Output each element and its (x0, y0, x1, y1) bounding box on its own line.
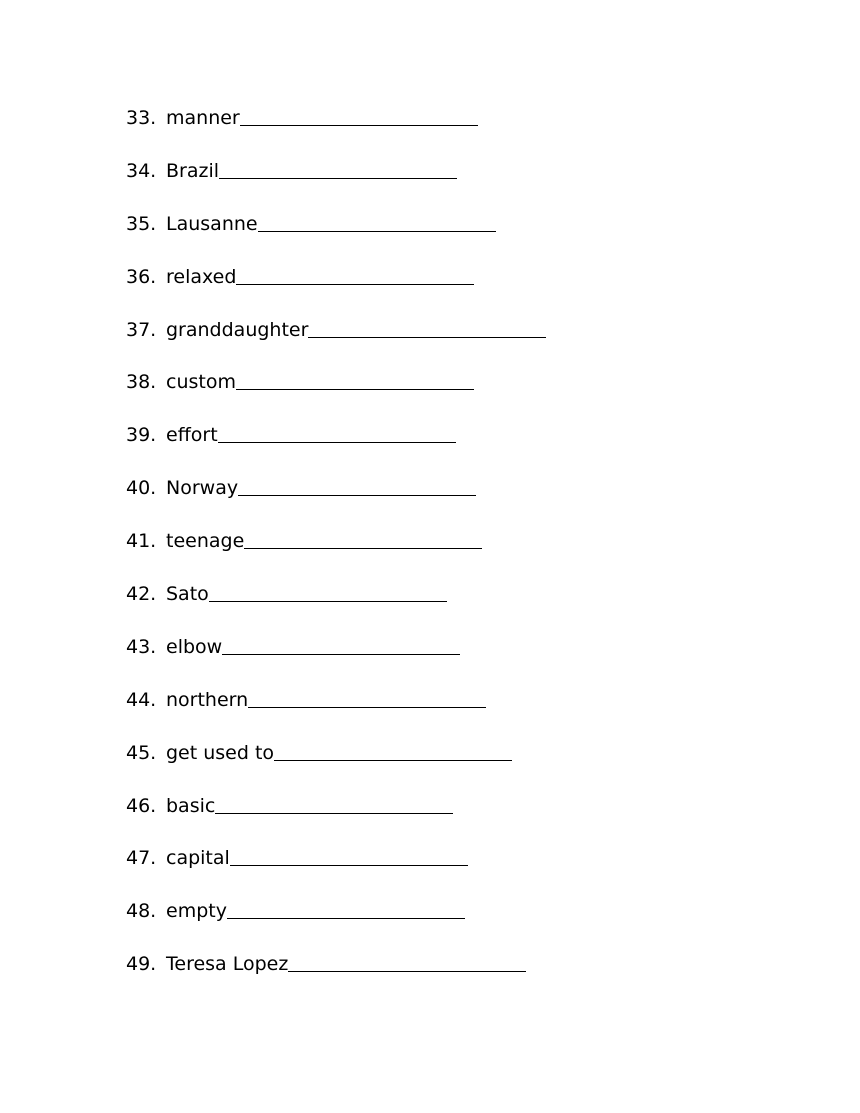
item-word: elbow (166, 635, 223, 658)
answer-blank (240, 105, 478, 126)
item-word: relaxed (166, 265, 237, 288)
item-number: 47. (126, 847, 157, 870)
item-number: 46. (126, 794, 157, 817)
item-word: Teresa Lopez (166, 953, 289, 976)
list-item (126, 634, 546, 687)
item-number: 43. (126, 635, 157, 658)
item-number: 45. (126, 741, 157, 764)
answer-blank (288, 951, 526, 972)
item-word: empty (166, 900, 227, 923)
item-number: 49. (126, 953, 157, 976)
item-word: Norway (166, 477, 239, 500)
list-item (126, 475, 546, 528)
list-item (126, 105, 546, 158)
list-item (126, 793, 546, 846)
answer-blank (222, 634, 460, 655)
list-item (126, 845, 546, 898)
list-item (126, 951, 546, 1004)
answer-blank (274, 740, 512, 761)
item-number: 48. (126, 900, 157, 923)
answer-blank (227, 898, 465, 919)
list-item (126, 528, 546, 581)
list-item (126, 581, 546, 634)
answer-blank (218, 422, 456, 443)
list-item (126, 422, 546, 475)
item-number: 39. (126, 424, 157, 447)
item-word: capital (166, 847, 230, 870)
answer-blank (308, 317, 546, 338)
answer-blank (244, 528, 482, 549)
item-word: basic (166, 794, 216, 817)
item-word: teenage (166, 530, 245, 553)
item-word: granddaughter (166, 318, 309, 341)
item-number: 41. (126, 530, 157, 553)
item-number: 37. (126, 318, 157, 341)
item-number: 35. (126, 212, 157, 235)
list-item (126, 369, 546, 422)
answer-blank (215, 793, 453, 814)
list-item (126, 317, 546, 370)
item-word: custom (166, 371, 236, 394)
answer-blank (248, 687, 486, 708)
list-item (126, 740, 546, 793)
item-word: Brazil (166, 159, 220, 182)
answer-blank (236, 264, 474, 285)
list-item (126, 264, 546, 317)
list-item (126, 898, 546, 951)
item-number: 33. (126, 107, 157, 129)
item-word: effort (166, 424, 218, 447)
answer-blank (238, 475, 476, 496)
item-number: 40. (126, 477, 157, 500)
item-number: 34. (126, 159, 157, 182)
item-number: 38. (126, 371, 157, 394)
answer-blank (219, 158, 457, 179)
item-word: Lausanne (166, 212, 258, 235)
item-word: manner (166, 107, 240, 129)
answer-blank (209, 581, 447, 602)
list-item (126, 158, 546, 211)
item-word: northern (166, 688, 249, 711)
answer-blank (236, 369, 474, 390)
list-item (126, 211, 546, 264)
answer-blank (258, 211, 496, 232)
answer-blank (230, 845, 468, 866)
list-item (126, 687, 546, 740)
item-word: get used to (166, 741, 275, 764)
item-number: 36. (126, 265, 157, 288)
item-number: 44. (126, 688, 157, 711)
item-number: 42. (126, 583, 157, 606)
vocabulary-list (126, 105, 546, 1004)
item-word: Sato (166, 583, 209, 606)
